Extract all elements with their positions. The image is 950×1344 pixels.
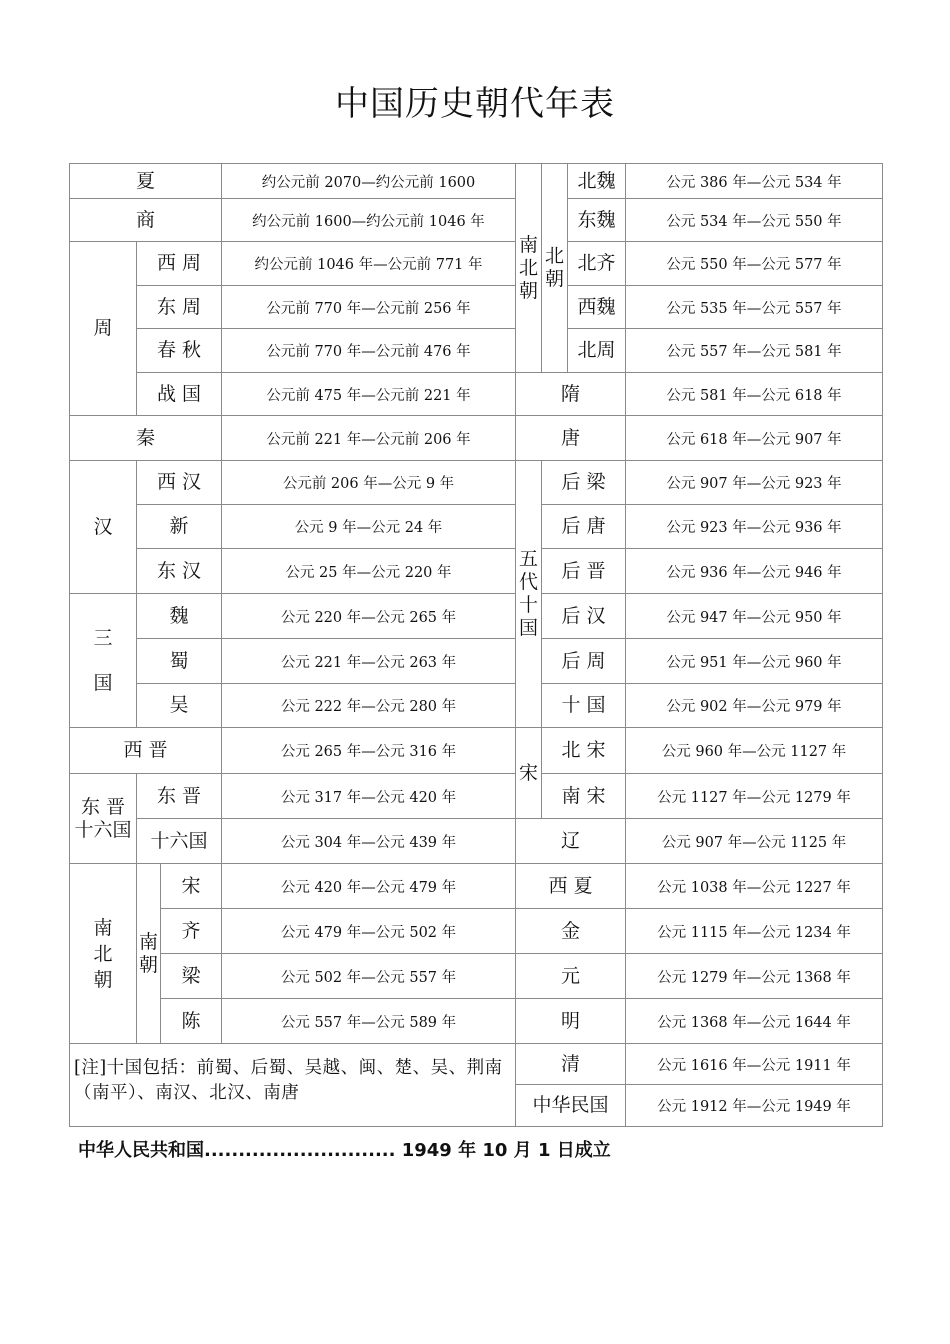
- cell-nbc-l: [69, 863, 137, 1044]
- cell-ming-y: [625, 998, 883, 1044]
- cell-xijin: [69, 727, 222, 774]
- cell-xizhou-y: [221, 241, 516, 286]
- cell-song: [515, 727, 542, 819]
- cell-dongwei: [567, 198, 626, 242]
- cell-shiguo-y: [625, 683, 883, 728]
- cell-text: 后 汉: [561, 604, 606, 627]
- cell-text: 西 汉: [156, 471, 202, 493]
- cell-text: 公元 936 年—公元 946 年: [666, 564, 842, 581]
- cell-text: 公元前 770 年—公元前 256 年: [266, 300, 471, 317]
- cell-xizhou: [136, 241, 222, 286]
- cell-xia: [69, 163, 222, 199]
- cell-text: 公元 951 年—公元 960 年: [666, 654, 842, 671]
- cell-text: 北齐: [577, 252, 616, 274]
- cell-text: 公元 902 年—公元 979 年: [666, 699, 842, 715]
- cell-qi-s-y: [221, 908, 516, 954]
- cell-text: 公元 222 年—公元 280 年: [280, 699, 457, 715]
- cell-houjin: [541, 548, 626, 594]
- cell-text: 公元 1279 年—公元 1368 年: [657, 969, 851, 986]
- cell-text: 秦: [135, 426, 155, 449]
- cell-nansong: [541, 773, 626, 819]
- cell-text: 东 晋: [156, 784, 202, 807]
- cell-han: [69, 460, 137, 594]
- cell-text: 公元 1368 年—公元 1644 年: [657, 1014, 851, 1031]
- cell-xijin-y: [221, 727, 516, 774]
- cell-xin: [136, 504, 222, 549]
- cell-text: 公元 1127 年—公元 1279 年: [657, 789, 851, 806]
- cell-text: 梁: [181, 964, 201, 987]
- cell-song-s: [160, 863, 222, 909]
- cell-text: 后 周: [561, 649, 606, 672]
- cell-beiwei-y: [625, 163, 883, 199]
- cell-beiqi-y: [625, 241, 883, 286]
- cell-shang-y: [221, 198, 516, 242]
- cell-text: 陈: [181, 1009, 201, 1032]
- page-title: 中国历史朝代年表: [335, 84, 615, 124]
- cell-beichao: [541, 163, 568, 373]
- cell-text: 蜀: [169, 649, 189, 672]
- cell-text: 公元 557 年—公元 589 年: [280, 1014, 457, 1031]
- cell-text: 周: [93, 317, 113, 339]
- cell-chunqiu: [136, 328, 222, 373]
- cell-qi-s: [160, 908, 222, 954]
- cell-shiguo: [541, 683, 626, 728]
- cell-text: 公元 907 年—公元 1125 年: [661, 834, 847, 851]
- cell-text: 公元 618 年—公元 907 年: [666, 431, 842, 448]
- cell-zhanguo-y: [221, 372, 516, 416]
- cell-nbc-r: [515, 163, 542, 373]
- cell-text: 南北朝: [93, 916, 113, 991]
- cell-houhan-y: [625, 593, 883, 639]
- cell-text: [注]十国包括：前蜀、后蜀、吴越、闽、楚、吴、荆南（南平）、南汉、北汉、南唐: [74, 1058, 503, 1103]
- cell-tang-y: [625, 415, 883, 461]
- cell-text: 北朝: [544, 245, 564, 290]
- cell-text: 约公元前 2070—约公元前 1600: [261, 174, 476, 191]
- cell-text: 三国: [93, 626, 113, 694]
- cell-houzhou-y: [625, 638, 883, 684]
- cell-text: 公元前 206 年—公元 9 年: [282, 476, 455, 492]
- cell-text: 公元 535 年—公元 557 年: [666, 300, 842, 317]
- cell-dongzhou-y: [221, 285, 516, 329]
- cell-text: 公元 317 年—公元 420 年: [280, 789, 457, 806]
- cell-text: 后 唐: [561, 515, 606, 537]
- cell-text: 公元 386 年—公元 534 年: [666, 174, 842, 191]
- cell-beisong-y: [625, 727, 883, 774]
- cell-xia-y: [221, 163, 516, 199]
- cell-text: 公元 960 年—公元 1127 年: [661, 744, 847, 760]
- cell-text: 清: [560, 1052, 580, 1075]
- cell-text: 吴: [169, 694, 189, 716]
- cell-text: 金: [560, 919, 580, 942]
- cell-text: 约公元前 1600—约公元前 1046 年: [252, 213, 485, 230]
- cell-text: 公元 907 年—公元 923 年: [666, 476, 842, 492]
- cell-text: 公元 479 年—公元 502 年: [280, 924, 457, 941]
- cell-text: 商: [135, 208, 155, 231]
- cell-text: 宋: [181, 874, 201, 897]
- cell-jin-y: [625, 908, 883, 954]
- cell-text: 公元前 475 年—公元前 221 年: [266, 387, 471, 404]
- cell-beisong: [541, 727, 626, 774]
- cell-text: 公元 304 年—公元 439 年: [280, 834, 457, 851]
- cell-donghan: [136, 548, 222, 594]
- cell-song-s-y: [221, 863, 516, 909]
- cell-xihan-y: [221, 460, 516, 505]
- cell-beiqi: [567, 241, 626, 286]
- cell-text: 公元 220 年—公元 265 年: [280, 609, 457, 626]
- footer-note: 中华人民共和国............................ 1949 年 10 月 1 日成立: [78, 1140, 611, 1161]
- cell-minguo-y: [625, 1084, 883, 1127]
- cell-text: 公元 25 年—公元 220 年: [285, 564, 452, 581]
- cell-dongzhou: [136, 285, 222, 329]
- cell-yuan: [515, 953, 626, 999]
- cell-text: 公元 1038 年—公元 1227 年: [657, 879, 851, 896]
- cell-sui: [515, 372, 626, 416]
- cell-nanchao: [136, 863, 161, 1044]
- cell-text: 公元前 221 年—公元前 206 年: [266, 431, 471, 448]
- cell-text: 西 周: [156, 252, 202, 274]
- cell-text: 东魏: [577, 208, 616, 231]
- cell-text: 西魏: [577, 295, 616, 318]
- cell-text: 北 宋: [561, 739, 606, 761]
- cell-text: 汉: [93, 515, 113, 538]
- cell-text: 西 晋: [123, 739, 168, 761]
- cell-text: 北魏: [577, 169, 616, 192]
- cell-text: 明: [560, 1009, 580, 1032]
- cell-text: 春 秋: [156, 339, 202, 361]
- cell-wu: [136, 683, 222, 728]
- cell-text: 公元 550 年—公元 577 年: [666, 257, 842, 273]
- cell-wdsg: [515, 460, 542, 728]
- cell-xixia: [515, 863, 626, 909]
- cell-text: 隋: [560, 382, 580, 405]
- cell-wei-y: [221, 593, 516, 639]
- cell-qin-y: [221, 415, 516, 461]
- cell-ming: [515, 998, 626, 1044]
- cell-liang-y: [221, 953, 516, 999]
- cell-text: 公元 1912 年—公元 1949 年: [657, 1099, 851, 1115]
- cell-text: 东 汉: [156, 559, 202, 582]
- cell-xixia-y: [625, 863, 883, 909]
- cell-beizhou-y: [625, 328, 883, 373]
- cell-tang: [515, 415, 626, 461]
- cell-dongwei-y: [625, 198, 883, 242]
- cell-text: 战 国: [156, 382, 202, 405]
- cell-text: 中华民国: [532, 1094, 609, 1116]
- cell-xiwei-y: [625, 285, 883, 329]
- cell-houhan: [541, 593, 626, 639]
- cell-minguo: [515, 1084, 626, 1127]
- cell-text: 公元 534 年—公元 550 年: [666, 213, 842, 230]
- cell-text: 魏: [169, 604, 189, 627]
- cell-text: 公元 502 年—公元 557 年: [280, 969, 457, 986]
- cell-text: 公元 221 年—公元 263 年: [280, 654, 457, 671]
- cell-xin-y: [221, 504, 516, 549]
- cell-xiwei: [567, 285, 626, 329]
- cell-chen: [160, 998, 222, 1044]
- cell-liang: [160, 953, 222, 999]
- cell-text: 西 夏: [548, 874, 593, 897]
- cell-chen-y: [221, 998, 516, 1044]
- cell-text: 东 周: [156, 295, 202, 318]
- cell-text: 齐: [181, 919, 201, 942]
- cell-text: 公元 265 年—公元 316 年: [280, 744, 457, 760]
- cell-text: 唐: [560, 426, 580, 449]
- cell-text: 公元 420 年—公元 479 年: [280, 879, 457, 896]
- cell-text: 南朝: [138, 930, 158, 976]
- cell-houtang-y: [625, 504, 883, 549]
- cell-text: 辽: [560, 829, 580, 852]
- cell-chunqiu-y: [221, 328, 516, 373]
- cell-houjin-y: [625, 548, 883, 594]
- cell-text: 公元 9 年—公元 24 年: [294, 520, 443, 536]
- cell-dongjin-y: [221, 773, 516, 819]
- cell-text: 元: [560, 964, 580, 987]
- cell-text: 约公元前 1046 年—公元前 771 年: [254, 257, 483, 273]
- cell-liao: [515, 818, 626, 864]
- cell-yuan-y: [625, 953, 883, 999]
- cell-zhanguo: [136, 372, 222, 416]
- cell-qing-y: [625, 1043, 883, 1085]
- cell-text: 十 国: [561, 694, 606, 716]
- cell-donghan-y: [221, 548, 516, 594]
- cell-text: 公元 947 年—公元 950 年: [666, 609, 842, 626]
- cell-xihan: [136, 460, 222, 505]
- cell-zhou: [69, 241, 137, 416]
- cell-nansong-y: [625, 773, 883, 819]
- cell-note: [69, 1043, 516, 1127]
- cell-shu-y: [221, 638, 516, 684]
- cell-jin: [515, 908, 626, 954]
- cell-shu: [136, 638, 222, 684]
- cell-houtang: [541, 504, 626, 549]
- cell-text: 五代十国: [518, 548, 538, 639]
- cell-text: 东 晋 十六国: [74, 795, 132, 841]
- cell-text: 公元 581 年—公元 618 年: [666, 387, 842, 404]
- cell-text: 公元 1616 年—公元 1911 年: [657, 1057, 851, 1074]
- cell-text: 后 晋: [561, 559, 606, 582]
- cell-wu-y: [221, 683, 516, 728]
- cell-dongjin: [136, 773, 222, 819]
- cell-text: 南 宋: [561, 784, 606, 807]
- cell-text: 南北朝: [518, 233, 538, 302]
- cell-text: 北周: [577, 339, 616, 361]
- cell-shang: [69, 198, 222, 242]
- cell-sanguo: [69, 593, 137, 728]
- cell-text: 公元前 770 年—公元前 476 年: [266, 344, 471, 360]
- cell-sl: [136, 818, 222, 864]
- cell-beizhou: [567, 328, 626, 373]
- cell-beiwei: [567, 163, 626, 199]
- cell-dj16: [69, 773, 137, 864]
- cell-qin: [69, 415, 222, 461]
- cell-houzhou: [541, 638, 626, 684]
- cell-text: 新: [169, 515, 189, 537]
- cell-wei: [136, 593, 222, 639]
- cell-text: 公元 557 年—公元 581 年: [666, 344, 842, 360]
- cell-liao-y: [625, 818, 883, 864]
- cell-text: 公元 923 年—公元 936 年: [666, 520, 842, 536]
- cell-text: 夏: [135, 169, 155, 192]
- cell-text: 公元 1115 年—公元 1234 年: [657, 924, 851, 941]
- cell-houliang-y: [625, 460, 883, 505]
- cell-houliang: [541, 460, 626, 505]
- cell-sui-y: [625, 372, 883, 416]
- cell-text: 十六国: [150, 829, 208, 852]
- cell-text: 宋: [518, 761, 538, 784]
- cell-qing: [515, 1043, 626, 1085]
- cell-text: 后 梁: [561, 471, 606, 493]
- cell-sl-y: [221, 818, 516, 864]
